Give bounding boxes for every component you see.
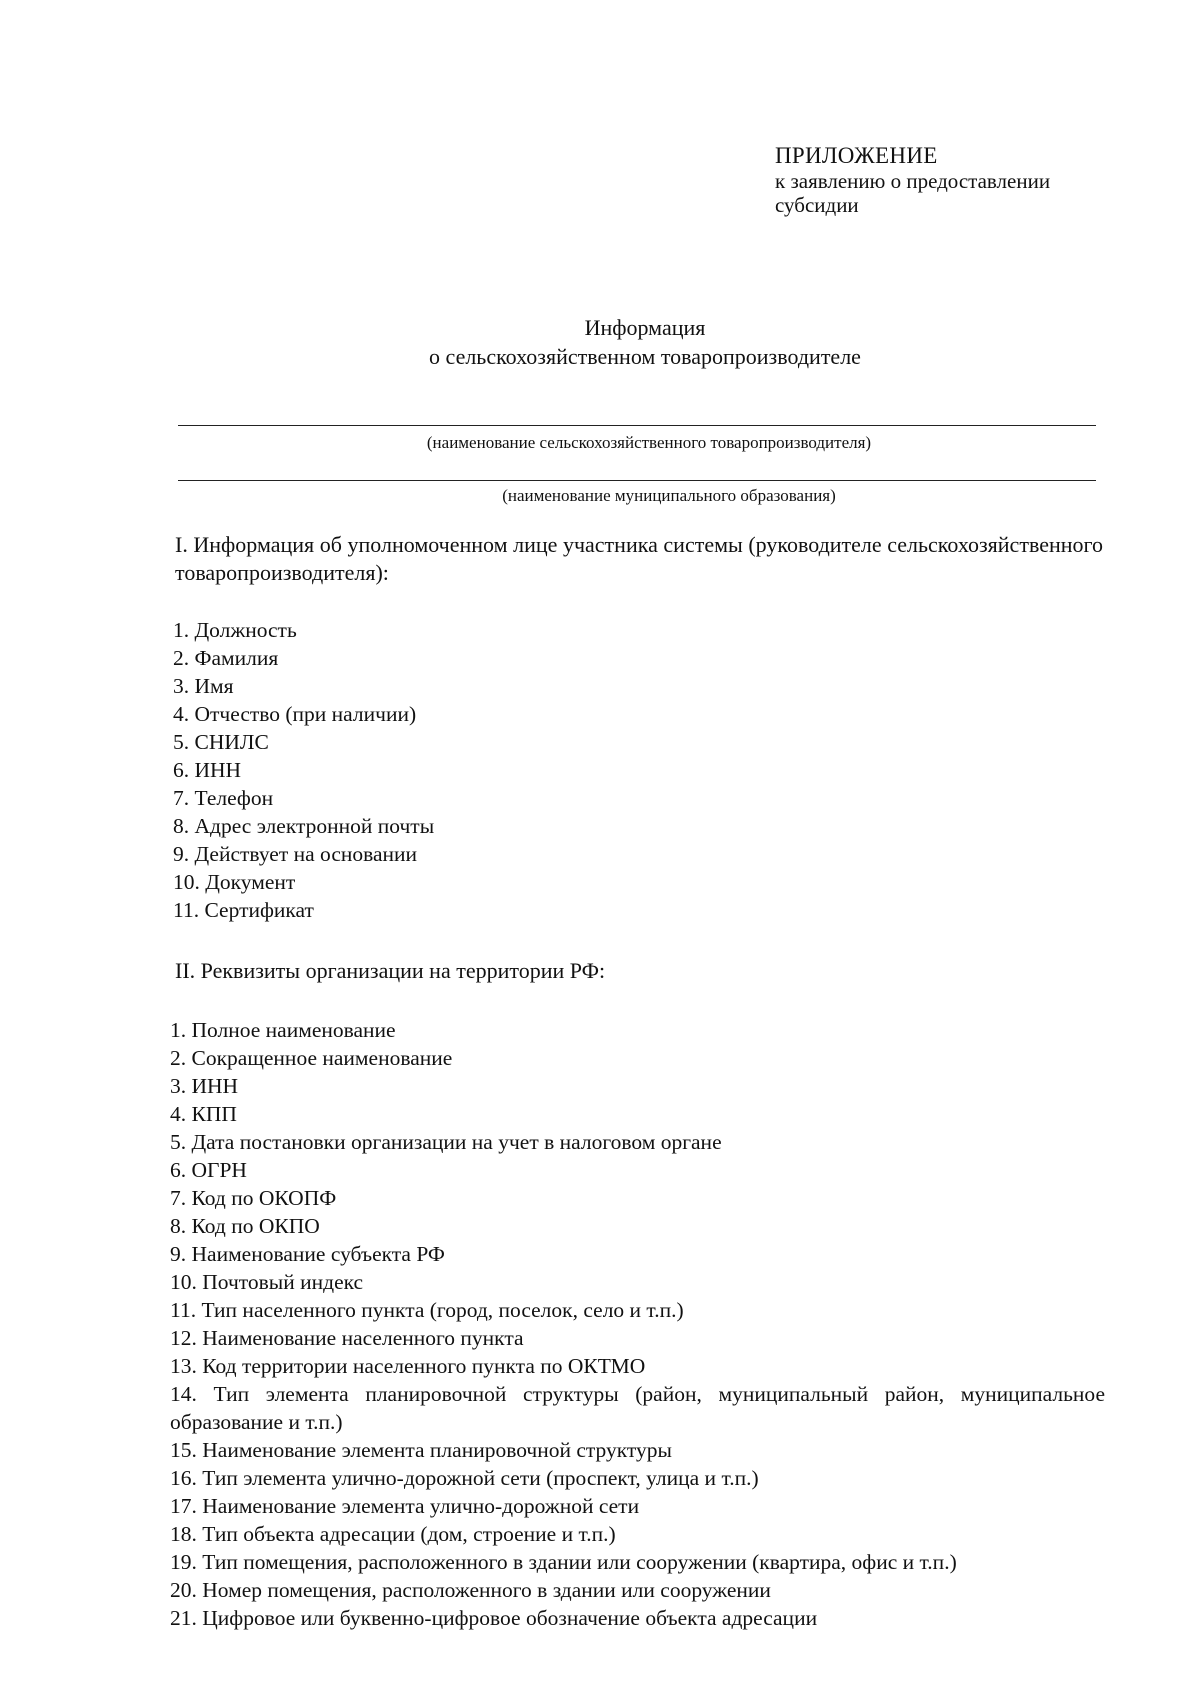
list-item: 9. Действует на основании bbox=[173, 842, 418, 866]
list-item: 5. Дата постановки организации на учет в налоговом органе bbox=[170, 1130, 722, 1154]
producer-name-line bbox=[178, 425, 1096, 426]
list-item: 16. Тип элемента улично-дорожной сети (проспект, улица и т.п.) bbox=[170, 1466, 759, 1490]
list-item: 10. Документ bbox=[173, 870, 296, 894]
section-1-heading: I. Информация об уполномоченном лице участника системы (руководителе сельскохозяйственного товаропроизводителя): bbox=[175, 532, 1103, 585]
section-2-list bbox=[170, 1016, 1105, 1632]
list-item: 9. Наименование субъекта РФ bbox=[170, 1242, 445, 1266]
list-item: 11. Сертификат bbox=[173, 898, 314, 922]
list-item: 3. ИНН bbox=[170, 1074, 239, 1098]
document-title: Информация bbox=[584, 315, 706, 340]
list-item: 1. Должность bbox=[173, 618, 297, 642]
producer-name-caption: (наименование сельскохозяйственного товаропроизводителя) bbox=[426, 433, 872, 452]
list-item: 19. Тип помещения, расположенного в здании или сооружении (квартира, офис и т.п.) bbox=[170, 1550, 957, 1574]
section-2-heading: II. Реквизиты организации на территории РФ: bbox=[175, 958, 606, 983]
list-item: 12. Наименование населенного пункта bbox=[170, 1326, 524, 1350]
appendix-header bbox=[775, 142, 1115, 217]
section-1-list bbox=[173, 616, 1108, 924]
list-item: 6. ОГРН bbox=[170, 1158, 247, 1182]
list-item: 13. Код территории населенного пункта по ОКТМО bbox=[170, 1354, 646, 1378]
document-subtitle: о сельскохозяйственном товаропроизводителе bbox=[429, 344, 861, 369]
list-item: 14. Тип элемента планировочной структуры (район, муниципальный район, муниципальное образование и т.п.) bbox=[170, 1382, 1105, 1434]
appendix-line-2: субсидии bbox=[775, 193, 859, 217]
municipality-line bbox=[178, 480, 1096, 481]
list-item: 5. СНИЛС bbox=[173, 730, 269, 754]
list-item: 20. Номер помещения, расположенного в здании или сооружении bbox=[170, 1578, 771, 1602]
list-item: 21. Цифровое или буквенно-цифровое обозначение объекта адресации bbox=[170, 1606, 818, 1630]
municipality-caption: (наименование муниципального образования) bbox=[502, 486, 836, 505]
list-item: 3. Имя bbox=[173, 674, 234, 698]
list-item: 15. Наименование элемента планировочной структуры bbox=[170, 1438, 672, 1462]
list-item: 1. Полное наименование bbox=[170, 1018, 396, 1042]
list-item: 8. Адрес электронной почты bbox=[173, 814, 435, 838]
list-item: 8. Код по ОКПО bbox=[170, 1214, 320, 1238]
list-item: 4. КПП bbox=[170, 1102, 237, 1126]
list-item: 6. ИНН bbox=[173, 758, 242, 782]
appendix-heading: ПРИЛОЖЕНИЕ bbox=[775, 143, 938, 168]
list-item: 7. Телефон bbox=[173, 786, 274, 810]
list-item: 10. Почтовый индекс bbox=[170, 1270, 364, 1294]
list-item: 4. Отчество (при наличии) bbox=[173, 702, 417, 726]
list-item: 7. Код по ОКОПФ bbox=[170, 1186, 337, 1210]
appendix-line-1: к заявлению о предоставлении bbox=[775, 169, 1051, 193]
list-item: 11. Тип населенного пункта (город, поселок, село и т.п.) bbox=[170, 1298, 684, 1322]
list-item: 17. Наименование элемента улично-дорожной сети bbox=[170, 1494, 640, 1518]
list-item: 2. Сокращенное наименование bbox=[170, 1046, 453, 1070]
list-item: 18. Тип объекта адресации (дом, строение и т.п.) bbox=[170, 1522, 616, 1546]
list-item: 2. Фамилия bbox=[173, 646, 279, 670]
